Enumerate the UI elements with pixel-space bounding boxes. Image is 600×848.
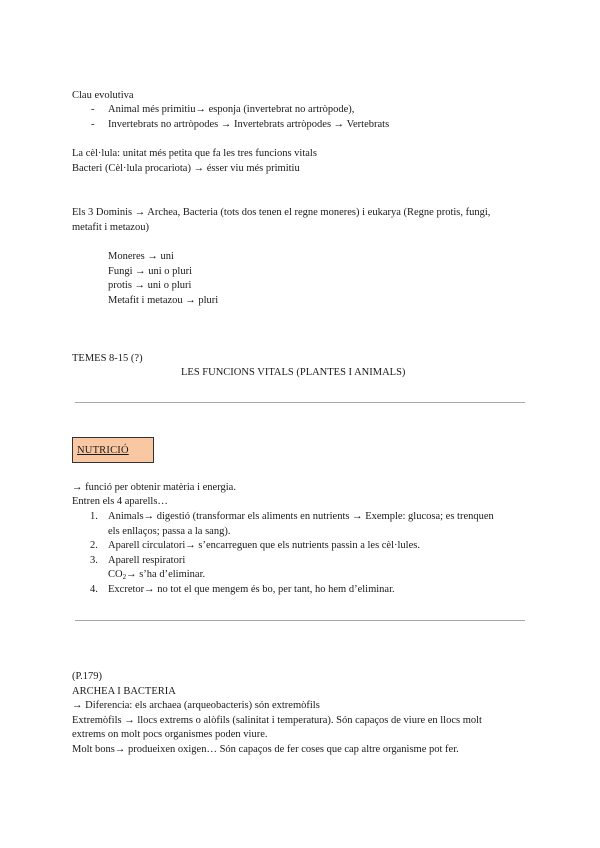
nutricio-heading-box <box>72 437 154 463</box>
list-item: Animal més primitiu→ esponja (invertebrat no artròpode), <box>108 104 355 115</box>
list-item: protis → uni o pluri <box>108 280 192 291</box>
list-item: Excretor→ no tot el que mengem és bo, per tant, ho hem d’eliminar. <box>108 584 395 595</box>
co2-rest: → s’ha d’eliminar. <box>126 569 206 580</box>
list-number: 2. <box>90 540 98 551</box>
archea-title: ARCHEA I BACTERIA <box>72 686 176 697</box>
co2-main: CO <box>108 569 123 580</box>
bacteri-definition: Bacteri (Cèl·lula procariota) → ésser viu més primitiu <box>72 163 300 174</box>
bullet-dash: - <box>91 119 95 130</box>
temes-label: TEMES 8-15 (?) <box>72 353 143 364</box>
divider <box>75 620 525 621</box>
section-title: LES FUNCIONS VITALS (PLANTES I ANIMALS) <box>181 367 406 378</box>
archea-line: Extremòfils → llocs extrems o alòfils (salinitat i temperatura). Són capaços de viure en llocs molt <box>72 715 482 726</box>
archea-line: Molt bons→ produeixen oxigen… Són capaços de fer coses que cap altre organisme pot fer. <box>72 744 459 755</box>
divider <box>75 402 525 403</box>
list-item: Aparell respiratori <box>108 555 186 566</box>
clau-title: Clau evolutiva <box>72 90 134 101</box>
co2-sub: 2 <box>122 573 127 581</box>
list-number: 4. <box>90 584 98 595</box>
cell-definition: La cèl·lula: unitat més petita que fa les tres funcions vitals <box>72 148 317 159</box>
nutricio-heading: NUTRICIÓ <box>77 445 129 456</box>
nutricio-line: → funció per obtenir matèria i energia. <box>72 482 236 493</box>
list-number: 1. <box>90 511 98 522</box>
list-item: Metafit i metazou → pluri <box>108 295 219 306</box>
archea-line: → Diferencia: els archaea (arqueobacteris) són extremòfils <box>72 700 320 711</box>
list-item: Aparell circulatori→ s’encarreguen que els nutrients passin a les cèl·lules. <box>108 540 420 551</box>
list-item: Fungi → uni o pluri <box>108 266 193 277</box>
nutricio-line: Entren els 4 aparells… <box>72 496 168 507</box>
dominis-line: metafit i metazou) <box>72 222 149 233</box>
list-item: Invertebrats no artròpodes → Invertebrats artròpodes → Vertebrats <box>108 119 390 130</box>
list-item: Moneres → uni <box>108 251 174 262</box>
bullet-dash: - <box>91 104 95 115</box>
list-item: Animals→ digestió (transformar els aliments en nutrients → Exemple: glucosa; es trenquen <box>108 511 494 522</box>
dominis-line: Els 3 Dominis → Archea, Bacteria (tots dos tenen el regne moneres) i eukarya (Regne protis, fungi, <box>72 207 491 218</box>
list-number: 3. <box>90 555 98 566</box>
page-reference: (P.179) <box>72 671 103 682</box>
archea-line: extrems on molt pocs organismes poden viure. <box>72 729 268 740</box>
list-item-cont: els enllaços; passa a la sang). <box>108 526 231 537</box>
